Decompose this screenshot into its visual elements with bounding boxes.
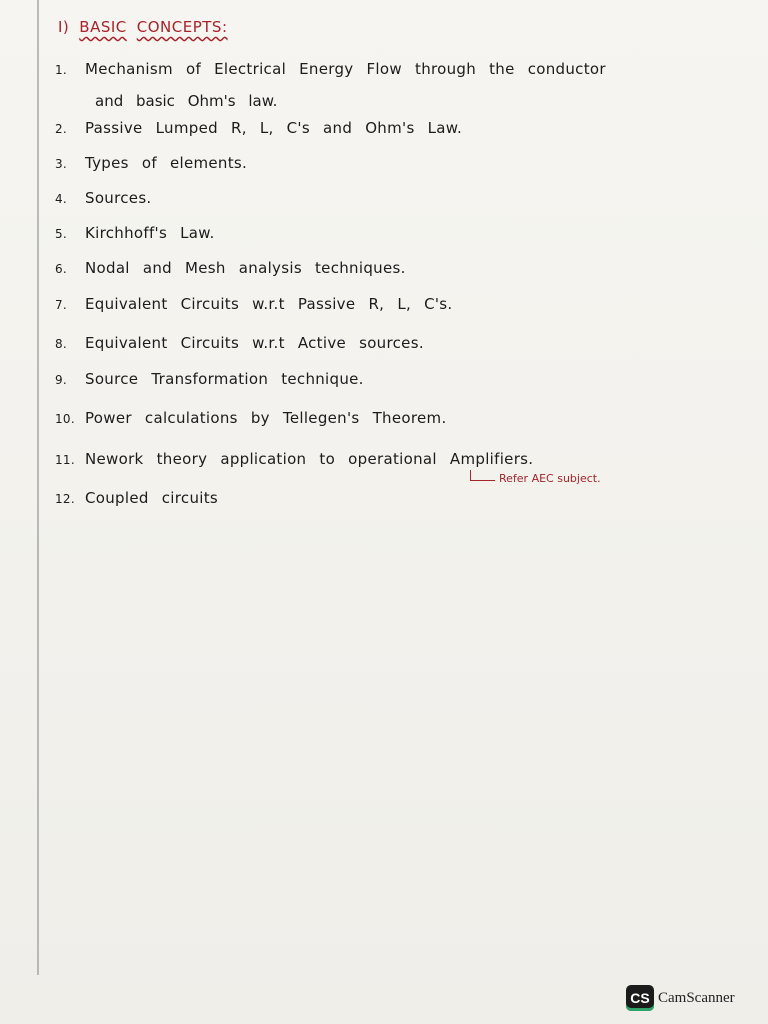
item-text: Power calculations by Tellegen's Theorem. bbox=[85, 409, 447, 427]
list-item bbox=[55, 334, 424, 352]
list-item bbox=[55, 259, 406, 277]
list-item bbox=[55, 154, 247, 172]
item-text: Mechanism of Electrical Energy Flow through the conductor bbox=[85, 60, 606, 78]
item-text: Types of elements. bbox=[85, 154, 248, 172]
margin-line bbox=[37, 0, 39, 975]
item-text: Equivalent Circuits w.r.t Passive R, L, C's. bbox=[85, 295, 453, 313]
logo-text: CamScanner bbox=[658, 989, 735, 1006]
item-number: 7. bbox=[55, 298, 68, 312]
item-text: Coupled circuits bbox=[85, 489, 219, 507]
item-number: 6. bbox=[55, 262, 68, 276]
item-text: Source Transformation technique. bbox=[85, 370, 364, 388]
item-text: Kirchhoff's Law. bbox=[85, 224, 215, 242]
item-number: 3. bbox=[55, 157, 68, 171]
item-number: 4. bbox=[55, 192, 68, 206]
list-item bbox=[55, 189, 152, 207]
list-item bbox=[55, 450, 533, 468]
item-number: 8. bbox=[55, 337, 68, 351]
list-item bbox=[55, 370, 364, 388]
item-number: 12. bbox=[55, 492, 75, 506]
item-number: 10. bbox=[55, 412, 75, 426]
item-text: Equivalent Circuits w.r.t Active sources. bbox=[85, 334, 424, 352]
item-number: 1. bbox=[55, 63, 68, 77]
heading-word-basic: BASIC bbox=[79, 18, 127, 36]
item-number: 2. bbox=[55, 122, 68, 136]
list-item-continuation: and basic Ohm's law. bbox=[95, 92, 278, 110]
margin-note bbox=[470, 472, 601, 485]
list-item bbox=[55, 409, 447, 427]
note-text: Refer AEC subject. bbox=[499, 472, 601, 485]
arrow-icon bbox=[470, 470, 495, 481]
item-text: Sources. bbox=[85, 189, 152, 207]
list-item bbox=[55, 489, 218, 507]
item-number: 11. bbox=[55, 453, 75, 467]
item-number: 5. bbox=[55, 227, 68, 241]
heading-word-concepts: CONCEPTS: bbox=[136, 18, 228, 36]
list-item bbox=[55, 60, 606, 78]
item-number: 9. bbox=[55, 373, 68, 387]
heading-number: I) bbox=[58, 18, 70, 36]
item-text: Nework theory application to operational Amplifiers. bbox=[85, 450, 534, 468]
item-text: Passive Lumped R, L, C's and Ohm's Law. bbox=[85, 119, 463, 137]
item-text: Nodal and Mesh analysis techniques. bbox=[85, 259, 406, 277]
section-heading bbox=[58, 18, 228, 36]
list-item bbox=[55, 295, 453, 313]
camscanner-logo bbox=[626, 985, 735, 1011]
cs-badge-icon: CS bbox=[626, 985, 654, 1011]
list-item bbox=[55, 224, 215, 242]
list-item bbox=[55, 119, 462, 137]
